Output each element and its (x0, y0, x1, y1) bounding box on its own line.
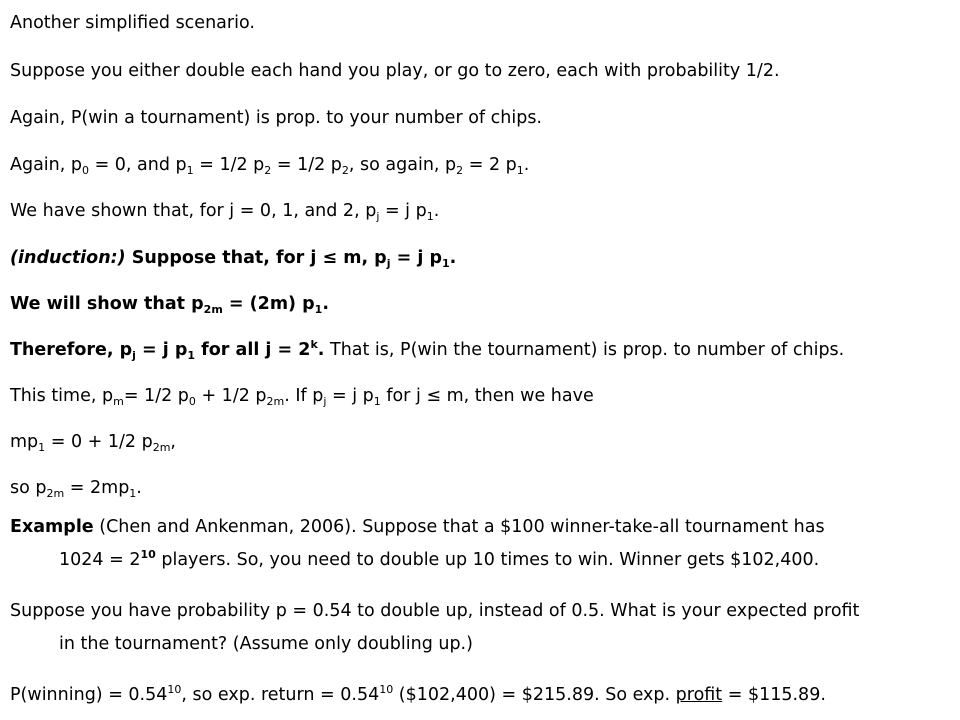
proportionality-line: Again, P(win a tournament) is prop. to your number of chips. (10, 108, 542, 128)
base-case-line: Again, $p_0 = 0$, and $p_1 = 1/2$ $p_2 = 1/2$ $p_2$, so again, $p_2 = 2$ $p_1$. (10, 155, 530, 177)
scenario-line: Suppose you either double each hand you play, or go to zero, each with probability 1/2. (10, 61, 780, 81)
shown-line: We have shown that, for j = 0, 1, and 2, $p_j = j$ $p_1$. (10, 201, 440, 223)
probability-line: Suppose you have probability p = 0.54 to double up, instead of 0.5. What is your expected profit (10, 601, 860, 621)
equation-line: $mp_1 = 0 + 1/2$ $p_{2m}$, (10, 432, 176, 454)
example-line: Example (Chen and Ankenman, 2006). Suppose that a $100 winner-take-all tournament has (10, 517, 825, 537)
conclusion-line: so $p_{2m} = 2mp_1$. (10, 478, 142, 500)
induction-line: (induction:) Suppose that, for j ≤ m, $p_j = j$ $p_1$. (10, 248, 457, 270)
will-show-line: We will show that $p_{2m} = (2m)$ $p_1$. (10, 294, 329, 316)
therefore-line: Therefore, $p_j = j$ $p_1$ for all $j = 2^k$. That is, P(win the tournament) is prop. to number of chips. (10, 338, 845, 362)
heading-line: Another simplified scenario. (10, 13, 255, 33)
result-line: P(winning) = $0.54^{10}$, so exp. return = $0.54^{10}$ ($102,400) = $215.89. So exp. profit = $115.89. (10, 683, 826, 705)
this-time-line: This time, $p_m= 1/2$ $p_0 + 1/2$ $p_{2m}$. If $p_j = j$ $p_1$ for j ≤ m, then we have (10, 386, 594, 408)
probability-continuation-line: in the tournament? (Assume only doubling up.) (59, 634, 473, 654)
example-continuation-line: $1024 = 2^{10}$ players. So, you need to double up 10 times to win. Winner gets $102,400. (59, 548, 820, 570)
